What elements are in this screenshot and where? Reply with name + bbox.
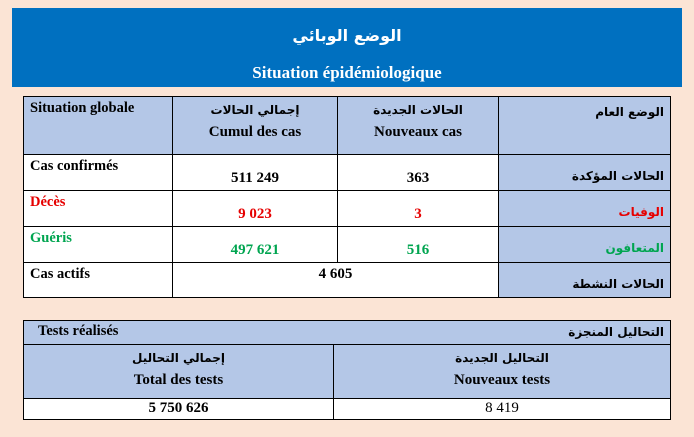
situation-table (23, 96, 671, 298)
header-situation-ar: الوضع العام (499, 97, 671, 155)
row-label-confirmes: Cas confirmés (24, 155, 173, 191)
cell-new-deces: 3 (338, 191, 499, 227)
row-label-deces-ar: الوفيات (499, 191, 671, 227)
title-banner (12, 8, 682, 87)
cell-cumul-deces: 9 023 (173, 191, 338, 227)
cell-total-tests: 5 750 626 (24, 399, 334, 420)
banner-title-fr: Situation épidémiologique (252, 63, 442, 82)
header-nouveaux: الحالات الجديدة Nouveaux cas (338, 97, 499, 155)
cell-new-confirmes: 363 (338, 155, 499, 191)
row-label-gueris: Guéris (24, 227, 173, 263)
header-cumul: إجمالي الحالات Cumul des cas (173, 97, 338, 155)
header-total-tests: إجمالي التحاليل Total des tests (24, 345, 334, 399)
row-label-gueris-ar: المتعافون (499, 227, 671, 263)
tests-title-ar: التحاليل المنجزة (568, 325, 665, 339)
row-label-actifs: Cas actifs (24, 263, 173, 298)
row-label-actifs-ar: الحالات النشطة (499, 263, 671, 298)
tests-title-fr: Tests réalisés (38, 323, 119, 339)
row-label-deces: Décès (24, 191, 173, 227)
tests-table (23, 320, 671, 420)
header-new-tests: التحاليل الجديدة Nouveaux tests (334, 345, 671, 399)
banner-title-ar: الوضع الوبائي (292, 26, 402, 45)
cell-cumul-confirmes: 511 249 (173, 155, 338, 191)
tests-title-row (24, 321, 671, 345)
header-situation-globale: Situation globale (24, 97, 173, 155)
cell-new-tests: 8 419 (334, 399, 671, 420)
cell-new-gueris: 516 (338, 227, 499, 263)
row-label-confirmes-ar: الحالات المؤكدة (499, 155, 671, 191)
cell-actifs: 4 605 (173, 263, 499, 298)
cell-cumul-gueris: 497 621 (173, 227, 338, 263)
